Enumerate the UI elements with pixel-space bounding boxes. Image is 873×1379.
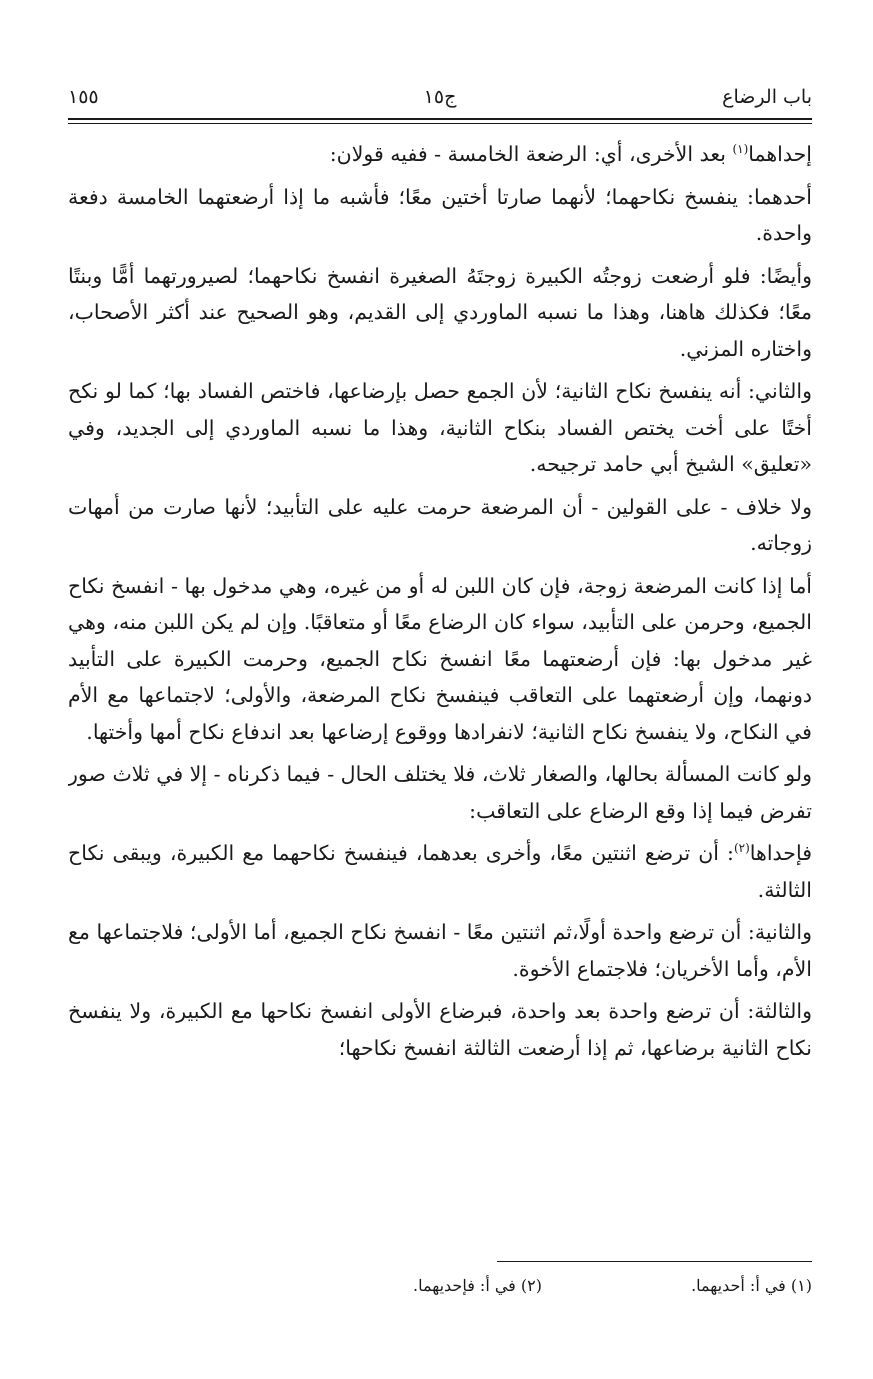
footnote-2: (٢) في أ: فإحديهما. <box>412 1276 542 1295</box>
paragraph-text: بعد الأخرى، أي: الرضعة الخامسة - ففيه قولان: <box>329 142 733 166</box>
paragraph: أما إذا كانت المرضعة زوجة، فإن كان اللبن له أو من غيره، وهي مدخول بها - انفسخ نكاح الجميع، وحرمن على التأبيد، سواء كان الرضاع معًا أو متعاقبًا. وإن لم يكن اللبن منه، وهي غير مدخول بها: فإن أرضعتهما معًا انفسخ نكاح الجميع، وحرمت الكبيرة على التأبيد دونهما، وإن أرضعتهما على التعاقب فينفسخ نكاح المرضعة، والأولى؛ لاجتماعها مع الأم في النكاح، ولا ينفسخ نكاح الثانية؛ لانفرادها ووقوع إرضاعها بعد اندفاع نكاح أمها وأختها. <box>68 573 812 744</box>
volume-number: ج١٥ <box>423 86 457 108</box>
paragraph: والثانية: أن ترضع واحدة أولًا،ثم اثنتين معًا - انفسخ نكاح الجميع، أما الأولى؛ فلاجتماعها مع الأم، وأما الأخريان؛ فلاجتماع الأخوة. <box>68 920 812 981</box>
footnote-ref: (٢) <box>733 841 750 856</box>
paragraph: والثالثة: أن ترضع واحدة بعد واحدة، فبرضاع الأولى انفسخ نكاحها مع الكبيرة، ولا ينفسخ نكاح الثانية برضاعها، ثم إذا أرضعت الثالثة انفسخ نكاحها؛ <box>68 999 812 1060</box>
main-text <box>68 136 812 1246</box>
paragraph-lead: إحداهما <box>748 142 812 166</box>
running-header <box>68 82 812 112</box>
footnotes <box>68 1272 812 1302</box>
header-rule-thick <box>68 118 812 120</box>
paragraph-text: : أن ترضع اثنتين معًا، وأخرى بعدهما، فينفسخ نكاحهما مع الكبيرة، ويبقى نكاح الثالثة. <box>68 841 812 902</box>
paragraph-lead: فإحداها <box>749 841 812 865</box>
paragraph: ولا خلاف - على القولين - أن المرضعة حرمت عليه على التأبيد؛ لأنها صارت من أمهات زوجاته. <box>68 494 812 555</box>
paragraph <box>68 136 812 173</box>
footnote-1: (١) في أ: أحديهما. <box>691 1276 812 1295</box>
header-rule-thin <box>68 123 812 124</box>
paragraph: أحدهما: ينفسخ نكاحهما؛ لأنهما صارتا أختين معًا؛ فأشبه ما إذا أرضعتهما الخامسة دفعة واحدة. <box>68 184 812 245</box>
footnote-ref: (١) <box>732 142 749 157</box>
footnote-rule <box>497 1261 812 1262</box>
paragraph: وأيضًا: فلو أرضعت زوجتُه الكبيرة زوجتَهُ الصغيرة انفسخ نكاحهما؛ لصيرورتهما أمًّا وبنتًا معًا؛ فكذلك هاهنا، وهذا ما نسبه الماوردي إلى القديم، وهو الصحيح عند أكثر الأصحاب، واختاره المزني. <box>68 263 812 361</box>
page-number: ١٥٥ <box>68 86 99 108</box>
paragraph <box>68 835 812 908</box>
paragraph: والثاني: أنه ينفسخ نكاح الثانية؛ لأن الجمع حصل بإرضاعها، فاختص الفساد بها؛ كما لو نكح أختًا على أخت يختص الفساد بنكاح الثانية، وهذا ما نسبه الماوردي إلى الجديد، وفي «تعليق» الشيخ أبي حامد ترجيحه. <box>68 379 812 476</box>
chapter-title: باب الرضاع <box>722 86 812 108</box>
paragraph: ولو كانت المسألة بحالها، والصغار ثلاث، فلا يختلف الحال - فيما ذكرناه - إلا في ثلاث صور تفرض فيما إذا وقع الرضاع على التعاقب: <box>68 762 812 823</box>
